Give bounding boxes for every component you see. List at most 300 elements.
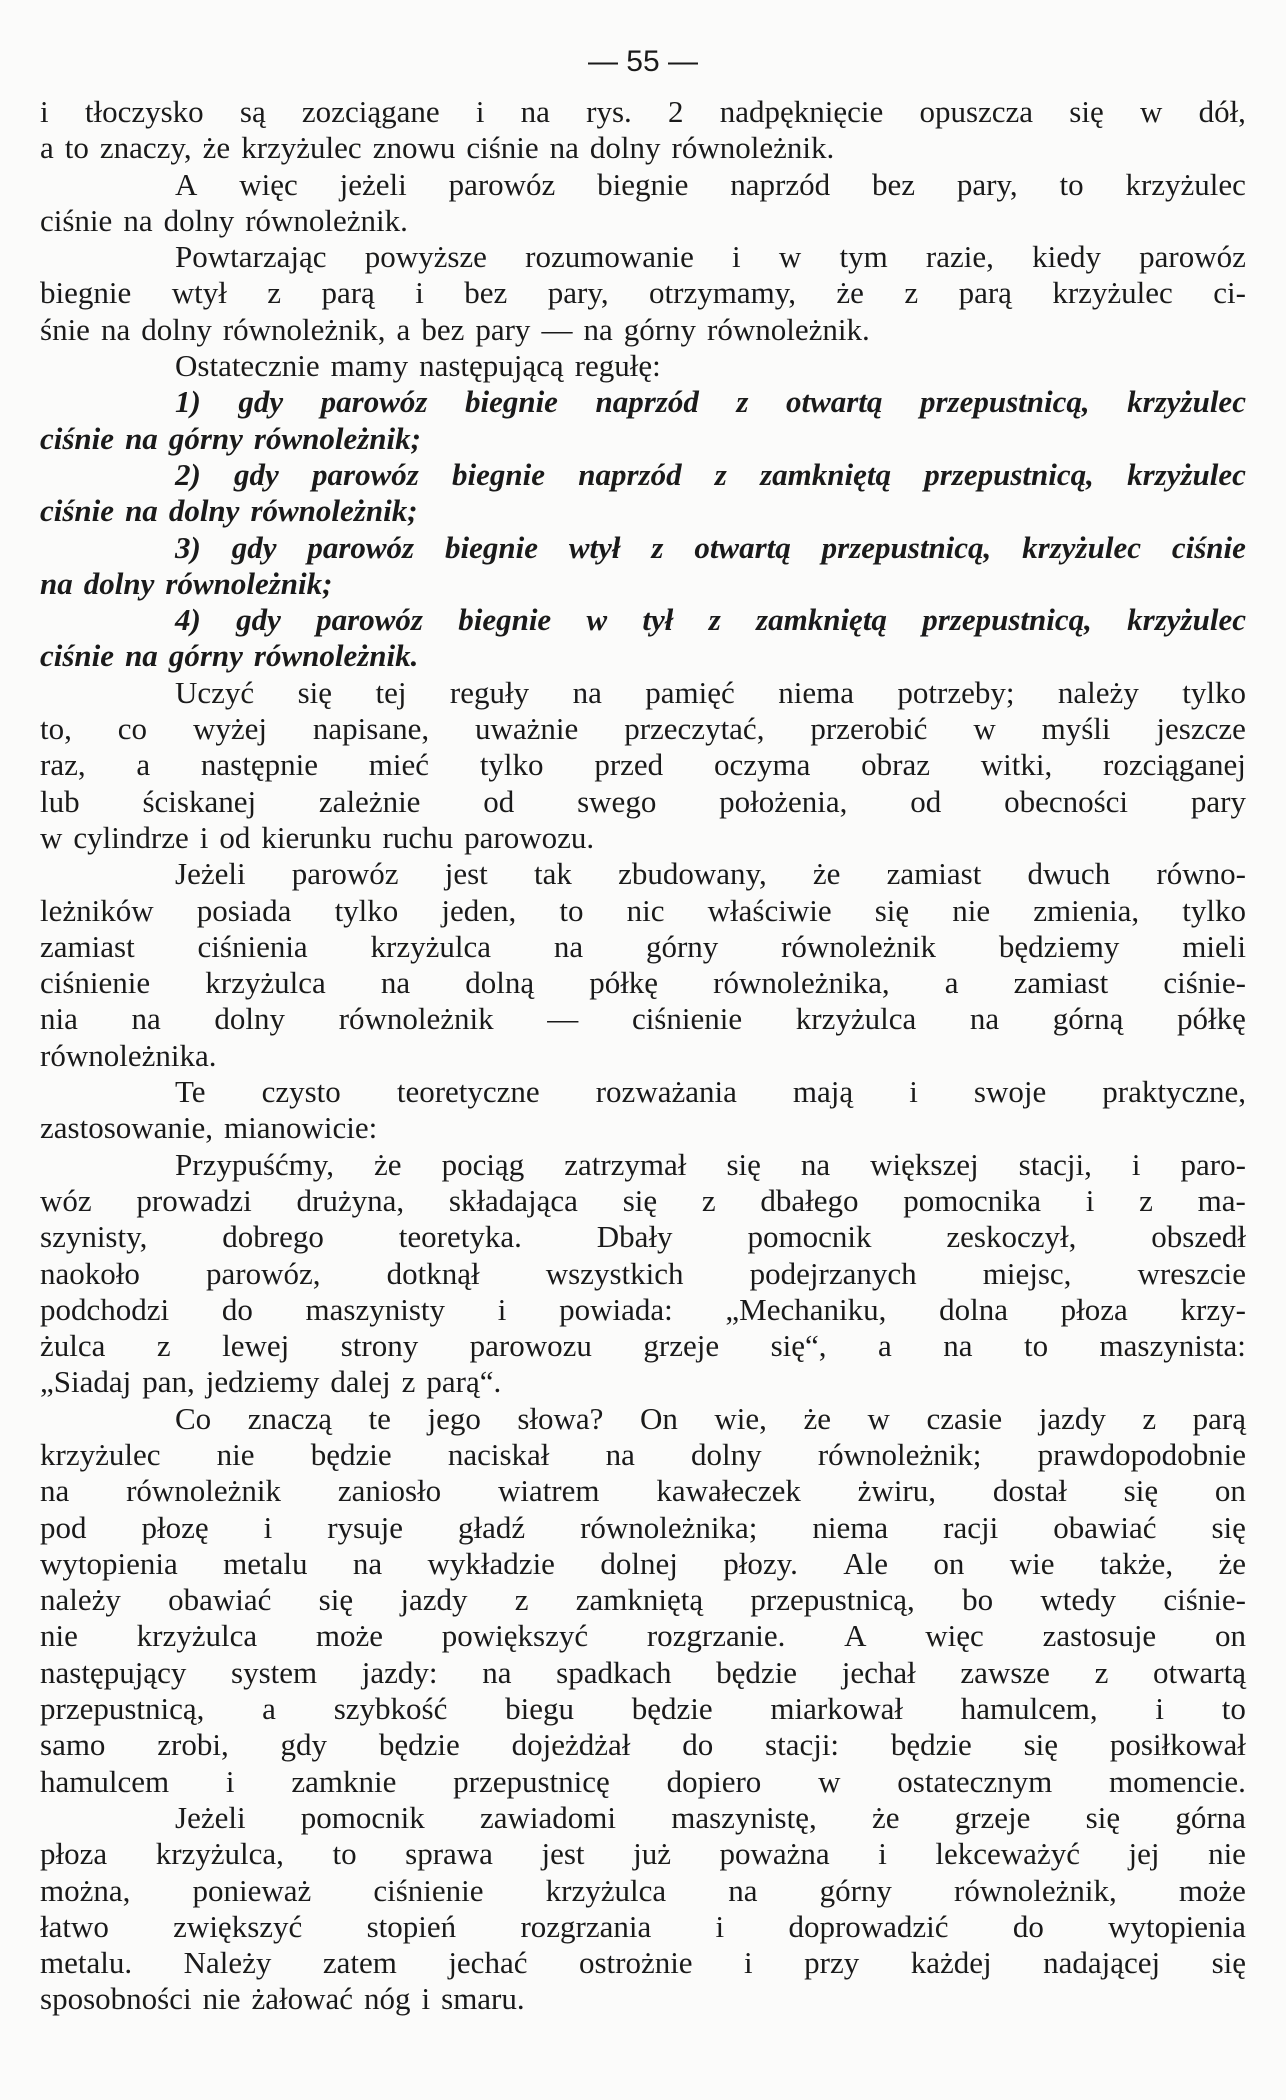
word: 1) <box>175 384 201 420</box>
word: pary, <box>547 275 609 311</box>
word: nia <box>40 1001 78 1037</box>
word: na <box>969 1001 1000 1037</box>
word: leżników <box>40 892 154 928</box>
word: w <box>778 239 802 275</box>
word: nie <box>40 1618 78 1654</box>
word: z <box>1139 1182 1153 1218</box>
text-line <box>40 1691 1246 1727</box>
word: zamiast <box>1013 965 1109 1001</box>
word: zastosuje <box>1042 1618 1157 1654</box>
word: mają <box>792 1074 854 1110</box>
word: na <box>123 202 153 238</box>
word: tej <box>375 674 407 710</box>
word: praktyczne, <box>1102 1074 1246 1110</box>
word: to <box>1221 1691 1246 1727</box>
word: równoleżnik. <box>253 638 419 674</box>
word: stopień <box>366 1908 457 1944</box>
word: jeżeli <box>339 166 407 202</box>
word: krzyżulec <box>241 130 362 166</box>
text-line <box>40 203 1246 239</box>
word: wtedy <box>1040 1582 1117 1618</box>
text-line <box>40 1219 1246 1255</box>
word: z <box>714 456 727 492</box>
word: jazdy <box>400 1582 468 1618</box>
word: następnie <box>200 747 318 783</box>
word: a <box>262 1691 276 1727</box>
word: pary <box>1190 783 1246 819</box>
text-line <box>40 1364 1246 1400</box>
word: dolna <box>939 1291 1008 1327</box>
word: już <box>633 1836 671 1872</box>
word: ostrożnie <box>578 1945 693 1981</box>
word: ponieważ <box>192 1872 312 1908</box>
word: gdy <box>231 529 277 565</box>
text-line <box>40 1292 1246 1328</box>
word: pary <box>475 311 531 347</box>
word: równoleżnik; <box>250 493 418 529</box>
word: parowóz <box>307 529 415 565</box>
word: są <box>239 94 266 129</box>
word: krzyżulec <box>1125 166 1246 202</box>
word: dolny <box>163 202 235 238</box>
word: parowozu <box>469 1328 592 1364</box>
word: przepustnicą, <box>750 1582 915 1618</box>
word: na <box>520 94 550 129</box>
word: ściskanej <box>142 783 257 819</box>
word: przepustnicę <box>453 1763 610 1799</box>
word: płoza <box>1060 1291 1128 1327</box>
word: zamkniętą <box>575 1582 704 1618</box>
word: równoleżnik, <box>222 311 386 347</box>
text-line <box>40 1437 1246 1473</box>
word: tylko <box>334 892 399 928</box>
word: Jeżeli <box>175 856 246 892</box>
word: te <box>368 1400 391 1436</box>
text-line <box>40 1074 1246 1110</box>
word: zatem <box>322 1945 397 1981</box>
word: równo- <box>1156 856 1246 892</box>
text-line <box>40 1546 1246 1582</box>
word: cylindrze <box>73 819 189 855</box>
word: od <box>483 783 515 819</box>
word: parą <box>321 275 375 311</box>
text-line <box>40 1800 1246 1836</box>
word: równoleżnik. <box>671 130 835 166</box>
word: spadkach <box>556 1654 672 1690</box>
word: czysto <box>261 1074 341 1110</box>
word: i <box>415 275 424 311</box>
word: ciśnie <box>1171 529 1246 565</box>
word: równoleżnik; <box>165 565 333 601</box>
word: ciśnienie <box>373 1872 484 1908</box>
word: dotknął <box>386 1255 480 1291</box>
word: jechał <box>841 1654 916 1690</box>
word: przerobić <box>810 711 928 747</box>
word: rozważania <box>595 1074 737 1110</box>
word: potrzeby; <box>897 674 1015 710</box>
word: A <box>844 1618 867 1654</box>
word: otwartą <box>785 384 883 420</box>
word: równoleżnika, <box>713 965 890 1001</box>
word: naokoło <box>40 1255 140 1291</box>
word: pomocnik <box>300 1799 425 1835</box>
word: Przypuśćmy, <box>175 1146 334 1182</box>
word: Ale <box>843 1545 888 1581</box>
word: jechać <box>448 1945 528 1981</box>
word: będzie <box>890 1727 972 1763</box>
word: wszystkich <box>545 1255 684 1291</box>
word: mieli <box>1182 928 1246 964</box>
word: się <box>1211 1945 1246 1981</box>
word: ostatecznym <box>897 1763 1053 1799</box>
word: więc <box>239 166 298 202</box>
word: lewej <box>222 1328 290 1364</box>
word: słowa? <box>517 1400 604 1436</box>
word: w <box>973 711 996 747</box>
word: że <box>803 1400 831 1436</box>
word: krzyżulec <box>1127 456 1246 492</box>
word: parowóz, <box>206 1255 321 1291</box>
word: biegnie <box>40 275 132 311</box>
word: na <box>572 674 602 710</box>
word: z <box>156 1328 171 1364</box>
word: rysuje <box>327 1509 403 1545</box>
word: On <box>639 1400 678 1436</box>
word: z <box>1094 1654 1109 1690</box>
word: się <box>1023 1727 1059 1763</box>
word: Ostatecznie <box>175 348 320 384</box>
word: on <box>1214 1618 1246 1654</box>
word: zawiadomi <box>480 1799 617 1835</box>
word: przepustnicą, <box>821 529 992 565</box>
text-line <box>40 566 1246 602</box>
word: dbałego <box>760 1182 859 1218</box>
word: jeden, <box>441 892 517 928</box>
word: się <box>1211 1509 1246 1545</box>
word: zaniosło <box>337 1473 442 1509</box>
word: równoleżnika; <box>580 1509 758 1545</box>
word: a <box>136 747 151 783</box>
text-line <box>40 167 1246 203</box>
text-line <box>40 1764 1246 1800</box>
word: może <box>1178 1872 1246 1908</box>
word: i <box>1155 1691 1165 1727</box>
word: dolny <box>691 1436 762 1472</box>
text-line <box>40 675 1246 711</box>
word: obawiać <box>1053 1509 1157 1545</box>
word: półkę <box>1177 1001 1246 1037</box>
text-line <box>40 1183 1246 1219</box>
word: i <box>40 94 49 129</box>
text-line <box>40 1328 1246 1364</box>
word: z <box>514 1582 529 1618</box>
text-line <box>40 711 1246 747</box>
word: a <box>877 1328 892 1364</box>
word: biegnie <box>452 456 546 492</box>
word: następujący <box>40 1654 187 1690</box>
word: i <box>497 1291 507 1327</box>
word: krzy- <box>1180 1291 1246 1327</box>
word: zamiast <box>40 928 135 964</box>
text-line <box>40 1981 1246 2017</box>
word: Te <box>175 1074 206 1110</box>
word: parowóz <box>320 384 428 420</box>
word: powiększyć <box>441 1618 589 1654</box>
word: będzie <box>310 1436 392 1472</box>
text-line <box>40 239 1246 275</box>
word: nie <box>202 1981 241 2017</box>
word: równoleżnik; <box>253 420 421 456</box>
word: teoretyka. <box>398 1219 522 1255</box>
word: momencie. <box>1109 1763 1246 1799</box>
word: większej <box>870 1146 979 1182</box>
word: ciśnienia <box>197 928 308 964</box>
word: ciśnie- <box>1163 1582 1246 1618</box>
word: teoretyczne <box>396 1074 540 1110</box>
word: jeszcze <box>1156 711 1246 747</box>
word: z <box>904 275 919 311</box>
word: w <box>1139 94 1163 129</box>
word: bez <box>871 166 915 202</box>
text-line <box>40 1110 1246 1146</box>
word: i <box>199 819 209 855</box>
word: dolny <box>83 565 155 601</box>
word: pary, <box>956 166 1018 202</box>
word: na <box>583 311 613 347</box>
word: swego <box>577 783 657 819</box>
text-line <box>40 1401 1246 1437</box>
word: sprawa <box>405 1836 493 1872</box>
word: tłoczysko <box>84 94 204 129</box>
word: doprowadzić <box>788 1908 949 1944</box>
word: biegnie <box>444 529 538 565</box>
word: półkę <box>589 965 659 1001</box>
word: wie <box>1009 1545 1055 1581</box>
word: hamulcem, <box>960 1691 1098 1727</box>
word: wytopienia <box>1108 1908 1246 1944</box>
word: żulca <box>40 1328 106 1364</box>
word: nóg <box>364 1981 411 2017</box>
word: naprzód <box>578 456 682 492</box>
word: od <box>910 783 942 819</box>
word: grzeje <box>954 1799 1031 1835</box>
word: krzyżulca <box>545 1872 667 1908</box>
word: to, <box>40 711 72 747</box>
word: metalu <box>223 1545 308 1581</box>
word: miarkował <box>770 1691 903 1727</box>
word: Należy <box>183 1945 272 1981</box>
text-line <box>40 275 1246 311</box>
word: ciśnie <box>40 493 115 529</box>
text-line <box>40 1909 1246 1945</box>
word: że <box>202 130 231 166</box>
word: śnie <box>40 311 90 347</box>
word: bez <box>464 275 508 311</box>
word: pomocnik <box>747 1219 872 1255</box>
word: biegu <box>505 1691 574 1727</box>
text-line <box>40 348 1246 384</box>
word: następującą <box>419 348 564 384</box>
word: to <box>559 892 584 928</box>
word: parą“. <box>426 1364 502 1400</box>
word: na <box>125 493 158 529</box>
word: się <box>1085 1799 1121 1835</box>
text-line <box>40 1873 1246 1909</box>
word: grzeje <box>643 1328 720 1364</box>
word: stacji, <box>1018 1146 1092 1182</box>
word: opuszcza <box>919 94 1034 129</box>
word: on <box>1214 1473 1246 1509</box>
word: maszynisty <box>305 1291 446 1327</box>
text-line <box>40 784 1246 820</box>
word: jedziemy <box>205 1364 320 1400</box>
word: równoleżnik <box>126 1473 282 1509</box>
word: ciśnie- <box>1163 965 1246 1001</box>
word: — <box>541 311 573 347</box>
word: się <box>622 1182 658 1218</box>
word: na <box>40 1473 70 1509</box>
word: poważna <box>719 1836 830 1872</box>
word: i <box>421 1981 431 2017</box>
word: a <box>40 130 54 166</box>
word: się <box>726 1146 761 1182</box>
word: położenia, <box>719 783 848 819</box>
word: nadającej <box>1043 1945 1161 1981</box>
word: obawiać <box>168 1582 272 1618</box>
text-line <box>40 965 1246 1001</box>
word: — <box>547 1001 579 1037</box>
word: przepustnicą, <box>922 602 1092 638</box>
word: na <box>125 638 158 674</box>
word: dwuch <box>1027 856 1111 892</box>
word: zeskoczył, <box>946 1219 1077 1255</box>
word: płoza <box>40 1836 108 1872</box>
body-text <box>40 94 1246 2018</box>
word: parowóz <box>1139 239 1246 275</box>
word: i <box>878 1836 887 1872</box>
word: zawsze <box>960 1654 1050 1690</box>
word: parą <box>958 275 1012 311</box>
word: będzie <box>378 1727 460 1763</box>
word: znaczą <box>247 1400 333 1436</box>
word: ciśnie <box>466 130 539 166</box>
word: znowu <box>372 130 456 166</box>
word: wie, <box>714 1400 767 1436</box>
word: równoleżnik; <box>817 1436 982 1472</box>
text-line <box>40 457 1246 493</box>
word: należy <box>1057 674 1139 710</box>
word: to <box>64 130 89 166</box>
text-line <box>40 130 1246 166</box>
word: uważnie <box>475 711 579 747</box>
text-line <box>40 893 1246 929</box>
word: jego <box>427 1400 481 1436</box>
word: jazdy <box>1038 1400 1106 1436</box>
word: tylko <box>1182 892 1246 928</box>
text-line <box>40 421 1246 457</box>
word: prawdopodobnie <box>1037 1436 1246 1472</box>
word: się <box>874 892 910 928</box>
text-line <box>40 384 1246 420</box>
word: że <box>374 1146 402 1182</box>
word: na <box>380 965 411 1001</box>
word: bez <box>421 311 465 347</box>
word: przepustnicą, <box>924 456 1094 492</box>
word: racji <box>943 1509 999 1545</box>
word: wtył <box>171 275 227 311</box>
word: tylko <box>1182 674 1246 710</box>
word: krzyżulca <box>795 1001 917 1037</box>
word: mamy <box>330 348 409 384</box>
word: dolny <box>214 1001 286 1037</box>
text-line <box>40 1655 1246 1691</box>
word: każdej <box>910 1945 992 1981</box>
word: jest <box>541 1836 585 1872</box>
word: krzyżulca <box>205 965 326 1001</box>
text-line <box>40 1945 1246 1981</box>
word: dojeżdżał <box>511 1727 631 1763</box>
word: parowozu. <box>464 819 595 855</box>
text-line <box>40 856 1246 892</box>
word: Jeżeli <box>175 1799 246 1835</box>
word: otwartą <box>694 529 791 565</box>
word: a <box>396 311 411 347</box>
word: i <box>1131 1146 1141 1182</box>
word: prowadzi <box>136 1182 252 1218</box>
word: Dbały <box>596 1219 673 1255</box>
text-line <box>40 1001 1246 1037</box>
word: rys. <box>586 94 632 129</box>
word: dolną <box>465 965 535 1001</box>
word: górna <box>1175 1799 1246 1835</box>
word: płozy. <box>723 1545 798 1581</box>
word: i <box>225 1763 235 1799</box>
word: lub <box>40 783 80 819</box>
word: system <box>231 1654 318 1690</box>
page-number: — 55 — <box>587 45 699 78</box>
word: to <box>332 1836 357 1872</box>
word: przeczytać, <box>624 711 765 747</box>
word: należy <box>40 1582 121 1618</box>
word: ciśnienie <box>631 1001 743 1037</box>
word: szybkość <box>333 1691 448 1727</box>
word: w <box>867 1400 890 1436</box>
word: na <box>131 1001 161 1037</box>
word: strony <box>340 1328 419 1364</box>
word: dopiero <box>666 1763 762 1799</box>
word: z <box>708 602 721 638</box>
word: gładź <box>457 1509 526 1545</box>
word: podejrzanych <box>749 1255 917 1291</box>
word: że <box>871 1799 900 1835</box>
word: wreszcie <box>1137 1255 1246 1291</box>
word: swoje <box>973 1074 1047 1110</box>
word: krzyżulec <box>40 1436 161 1472</box>
word: ciśnienie <box>40 965 151 1001</box>
word: to <box>1023 1328 1049 1364</box>
word: nic <box>626 892 665 928</box>
word: kiedy <box>1032 239 1101 275</box>
word: 2) <box>175 456 201 492</box>
word: z <box>401 1364 416 1400</box>
word: gdy <box>234 456 279 492</box>
word: oczyma <box>713 747 811 783</box>
word: ruchu <box>382 819 454 855</box>
word: biegnie <box>597 166 689 202</box>
word: rozciąganej <box>1103 747 1246 783</box>
text-line <box>40 1256 1246 1292</box>
word: parowóz <box>312 456 419 492</box>
